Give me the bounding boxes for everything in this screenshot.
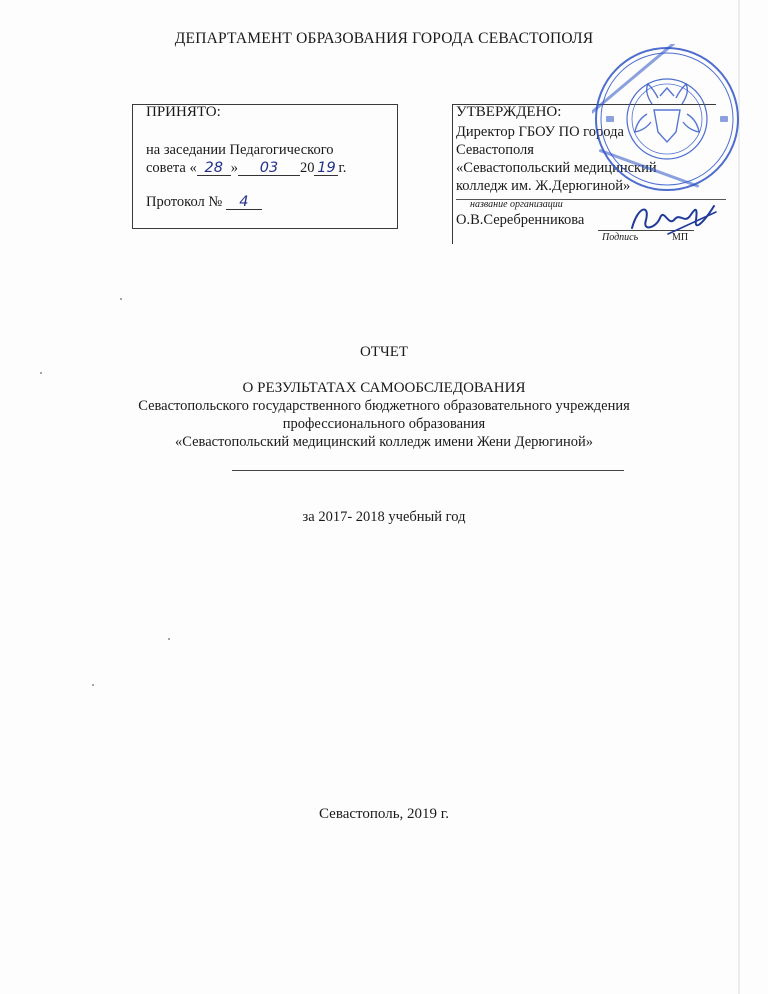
date-prefix: совета « (146, 160, 197, 176)
accepted-date-line (146, 160, 346, 177)
director-name: О.В.Серебренникова (456, 212, 585, 228)
report-heading: ОТЧЕТ (359, 344, 409, 360)
signature-caption: Подпись (602, 232, 639, 243)
scan-speck (40, 372, 42, 374)
date-day: 28 (197, 161, 231, 176)
approved-left-border (452, 104, 453, 244)
title-rule (232, 470, 624, 471)
date-sep: » (230, 160, 238, 176)
scan-speck (92, 684, 94, 686)
date-year-prefix: 20 (299, 160, 315, 176)
approved-line3: «Севастопольский медицинский (456, 160, 657, 176)
institution-name: «Севастопольский медицинский колледж имени Жени Дерюгиной» (175, 434, 593, 450)
date-year: 19 (314, 161, 338, 176)
approved-line4: колледж им. Ж.Дерюгиной» (456, 178, 631, 194)
institution-line1: Севастопольского государственного бюджетного образовательного учреждения (138, 398, 630, 414)
institution-line2: профессионального образования (282, 416, 486, 432)
report-period: за 2017- 2018 учебный год (302, 509, 466, 525)
accepted-line1: на заседании Педагогического (146, 142, 334, 158)
protocol-label: Протокол № (146, 194, 223, 210)
date-month: 03 (238, 161, 300, 176)
accepted-title: ПРИНЯТО: (146, 104, 221, 120)
org-caption: название организации (470, 199, 563, 210)
report-subject: О РЕЗУЛЬТАТАХ САМООБСЛЕДОВАНИЯ (242, 380, 526, 396)
place-and-date: Севастополь, 2019 г. (318, 806, 450, 822)
handwritten-signature (628, 198, 718, 242)
stamp-caption: МП (672, 232, 689, 243)
scan-speck (168, 638, 170, 640)
round-seal-icon (592, 44, 742, 194)
approved-title: УТВЕРЖДЕНО: (456, 104, 562, 120)
protocol-line (146, 194, 262, 211)
protocol-number: 4 (226, 195, 262, 210)
approved-line2: Севастополя (456, 142, 534, 158)
department-header: ДЕПАРТАМЕНТ ОБРАЗОВАНИЯ ГОРОДА СЕВАСТОПОЛЯ (174, 30, 594, 47)
date-end: г. (338, 160, 347, 176)
scan-speck (120, 298, 122, 300)
approved-line1: Директор ГБОУ ПО города (456, 124, 624, 140)
